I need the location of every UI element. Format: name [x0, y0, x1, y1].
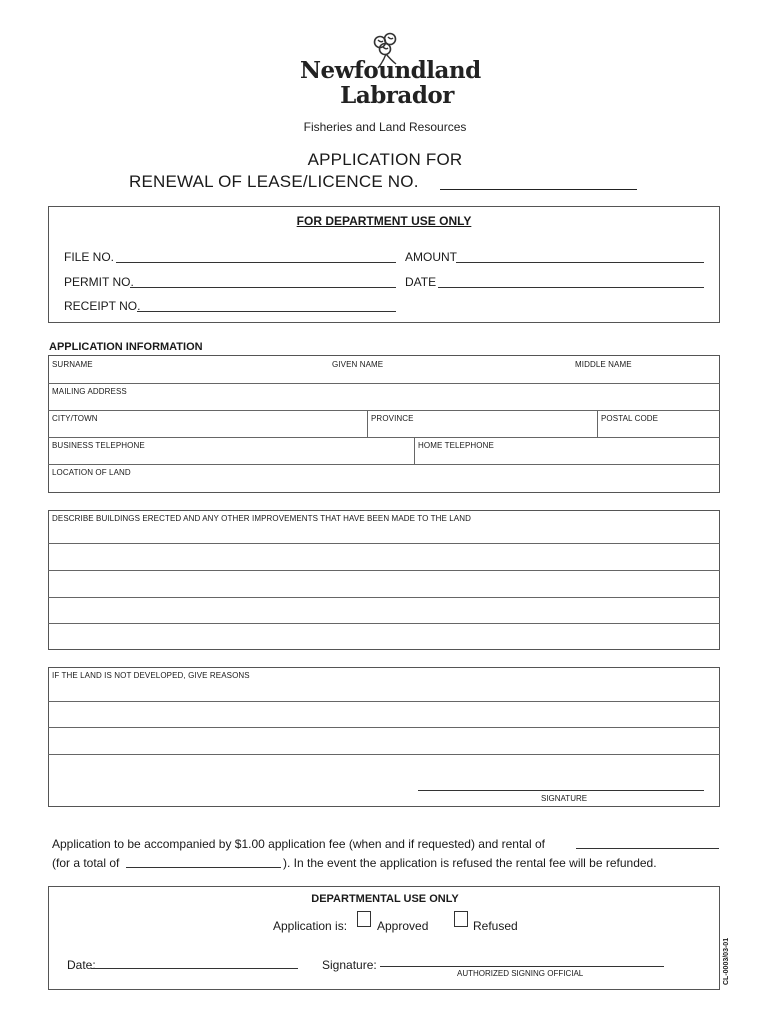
location-of-land-field[interactable]: LOCATION OF LAND	[52, 468, 131, 477]
province-field[interactable]: PROVINCE	[371, 414, 414, 423]
total-amount-field[interactable]	[126, 867, 281, 868]
approved-checkbox[interactable]	[357, 911, 371, 927]
improvements-label: DESCRIBE BUILDINGS ERECTED AND ANY OTHER IMPROVEMENTS THAT HAVE BEEN MADE TO THE LAND	[52, 514, 471, 523]
improvements-box	[48, 510, 720, 650]
department-use-heading: FOR DEPARTMENT USE ONLY	[296, 214, 472, 228]
logo-line-1: Newfoundland	[300, 57, 481, 84]
file-no-label: FILE NO.	[64, 250, 115, 264]
fee-notice-total-prefix: (for a total of	[52, 856, 120, 870]
authorized-signing-official-caption: AUTHORIZED SIGNING OFFICIAL	[457, 969, 584, 978]
applicant-signature-field[interactable]	[418, 790, 704, 791]
official-signature-field[interactable]	[380, 966, 664, 967]
application-information-grid	[48, 355, 720, 493]
departmental-use-heading: DEPARTMENTAL USE ONLY	[311, 893, 459, 905]
approved-label: Approved	[377, 919, 429, 933]
application-is-label: Application is:	[273, 919, 348, 933]
refused-checkbox[interactable]	[454, 911, 468, 927]
signature-caption: SIGNATURE	[541, 794, 588, 803]
date-field[interactable]	[438, 287, 704, 288]
lease-licence-number-field[interactable]	[440, 189, 637, 190]
middle-name-field[interactable]: MIDDLE NAME	[575, 360, 632, 369]
grid-divider	[48, 410, 720, 411]
fee-notice-line-1: Application to be accompanied by $1.00 application fee (when and if requested) and rental of	[52, 837, 545, 851]
improvements-line[interactable]	[48, 543, 720, 544]
file-no-field[interactable]	[116, 262, 396, 263]
reasons-line[interactable]	[48, 727, 720, 728]
not-developed-label: IF THE LAND IS NOT DEVELOPED, GIVE REASONS	[52, 671, 250, 680]
province-logo-wordmark	[300, 57, 481, 109]
application-information-title: APPLICATION INFORMATION	[49, 341, 203, 353]
surname-field[interactable]: SURNAME	[52, 360, 93, 369]
form-code: CL-0003/03-01	[723, 937, 730, 985]
logo-line-2: Labrador	[340, 82, 454, 109]
department-use-box	[48, 206, 720, 323]
rental-amount-field[interactable]	[576, 848, 719, 849]
grid-divider	[48, 383, 720, 384]
permit-no-field[interactable]	[130, 287, 396, 288]
refused-label: Refused	[473, 919, 518, 933]
given-name-field[interactable]: GIVEN NAME	[332, 360, 384, 369]
reasons-line[interactable]	[48, 701, 720, 702]
improvements-line[interactable]	[48, 623, 720, 624]
date-label: DATE	[405, 275, 437, 289]
receipt-no-field[interactable]	[137, 311, 396, 312]
amount-label: AMOUNT	[405, 250, 457, 264]
not-developed-box	[48, 667, 720, 807]
receipt-no-label: RECEIPT NO.	[64, 299, 141, 313]
department-name: Fisheries and Land Resources	[303, 120, 467, 134]
fee-notice-total-suffix: ). In the event the application is refused the rental fee will be refunded.	[283, 856, 657, 870]
permit-no-label: PERMIT NO.	[64, 275, 134, 289]
reasons-line[interactable]	[48, 754, 720, 755]
improvements-line[interactable]	[48, 597, 720, 598]
city-town-field[interactable]: CITY/TOWN	[52, 414, 98, 423]
grid-divider	[367, 410, 368, 437]
postal-code-field[interactable]: POSTAL CODE	[601, 414, 659, 423]
grid-divider	[414, 437, 415, 464]
amount-field[interactable]	[456, 262, 704, 263]
form-title-line-2: RENEWAL OF LEASE/LICENCE NO.	[129, 172, 419, 191]
mailing-address-field[interactable]: MAILING ADDRESS	[52, 387, 127, 396]
home-telephone-field[interactable]: HOME TELEPHONE	[418, 441, 494, 450]
grid-divider	[48, 464, 720, 465]
grid-divider	[48, 437, 720, 438]
grid-divider	[597, 410, 598, 437]
improvements-line[interactable]	[48, 570, 720, 571]
official-date-field[interactable]	[91, 968, 298, 969]
business-telephone-field[interactable]: BUSINESS TELEPHONE	[52, 441, 145, 450]
official-signature-label: Signature:	[322, 958, 377, 972]
official-date-label: Date:	[67, 958, 96, 972]
form-title-line-1: APPLICATION FOR	[307, 150, 463, 169]
